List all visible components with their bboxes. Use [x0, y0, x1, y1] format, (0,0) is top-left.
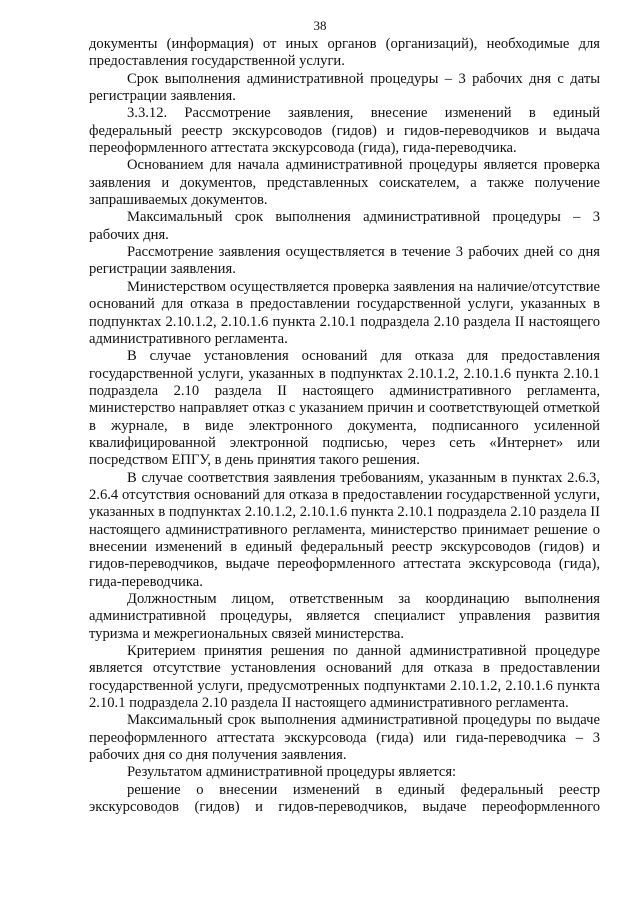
paragraph: документы (информация) от иных органов (организаций), необходимые для предоставления государственной услуги. [89, 36, 600, 70]
paragraph: Результатом административной процедуры является: [127, 764, 457, 781]
paragraph: решение о внесении изменений в единый федеральный реестр экскурсоводов (гидов) и гидов-переводчиков, выдаче переоформленного [89, 781, 600, 816]
document-body [89, 36, 600, 816]
paragraph: В случае установления оснований для отказа для предоставления государственной услуги, указанных в подпунктах 2.10.1.2, 2.10.1.6 пункта 2.10.1 подраздела 2.10 раздела II настоящего административного регламента, министерство направляет отказ с указанием причин и соответствующей отметкой в журнале, в виде электронного документа, подписанного усиленной квалифицированной электронной подписью, через сеть «Интернет» или посредством ЕПГУ, в день принятия такого решения. [89, 348, 600, 469]
paragraph: Максимальный срок выполнения административной процедуры по выдаче переоформленного аттестата экскурсовода (гида) или гида-переводчика – 3 рабочих дня со дня получения заявления. [89, 712, 600, 764]
paragraph: Максимальный срок выполнения административной процедуры – 3 рабочих дня. [89, 209, 600, 243]
paragraph: Срок выполнения административной процедуры – 3 рабочих дня с даты регистрации заявления. [89, 70, 600, 105]
paragraph: В случае соответствия заявления требованиям, указанным в пунктах 2.6.3, 2.6.4 отсутствия оснований для отказа в предоставлении государственной услуги, указанных в подпунктах 2.10.1.2, 2.10.1.6 пункта 2.10.1 подраздела 2.10 раздела II настоящего административного регламента, министерство принимает решение о внесении изменений в единый федеральный реестр экскурсоводов (гидов) и гидов-переводчиков, выдаче переоформленного аттестата экскурсовода (гида), гида-переводчика. [89, 469, 600, 590]
paragraph: Министерством осуществляется проверка заявления на наличие/отсутствие оснований для отказа в предоставлении государственной услуги, указанных в подпунктах 2.10.1.2, 2.10.1.6 пункта 2.10.1 подраздела 2.10 раздела II настоящего административного регламента. [89, 278, 600, 347]
section-heading-3-3-12: 3.3.12. Рассмотрение заявления, внесение изменений в единый федеральный реестр экскурсоводов (гидов) и гидов-переводчиков и выдача переоформленного аттестата экскурсовода (гида), гида-переводчика. [89, 105, 600, 157]
paragraph: Критерием принятия решения по данной административной процедуре является отсутствие установления оснований для отказа в предоставлении государственной услуги, предусмотренных подпунктами 2.10.1.2, 2.10.1.6 пункта 2.10.1 подраздела 2.10 раздела II настоящего административного регламента. [89, 643, 600, 712]
paragraph: Рассмотрение заявления осуществляется в течение 3 рабочих дней со дня регистрации заявления. [89, 244, 600, 278]
paragraph: Основанием для начала административной процедуры является проверка заявления и документов, представленных соискателем, а также получение запрашиваемых документов. [89, 157, 600, 209]
page-number: 38 [313, 18, 327, 33]
paragraph: Должностным лицом, ответственным за координацию выполнения административной процедуры, является специалист управления развития туризма и межрегиональных связей министерства. [89, 591, 600, 642]
